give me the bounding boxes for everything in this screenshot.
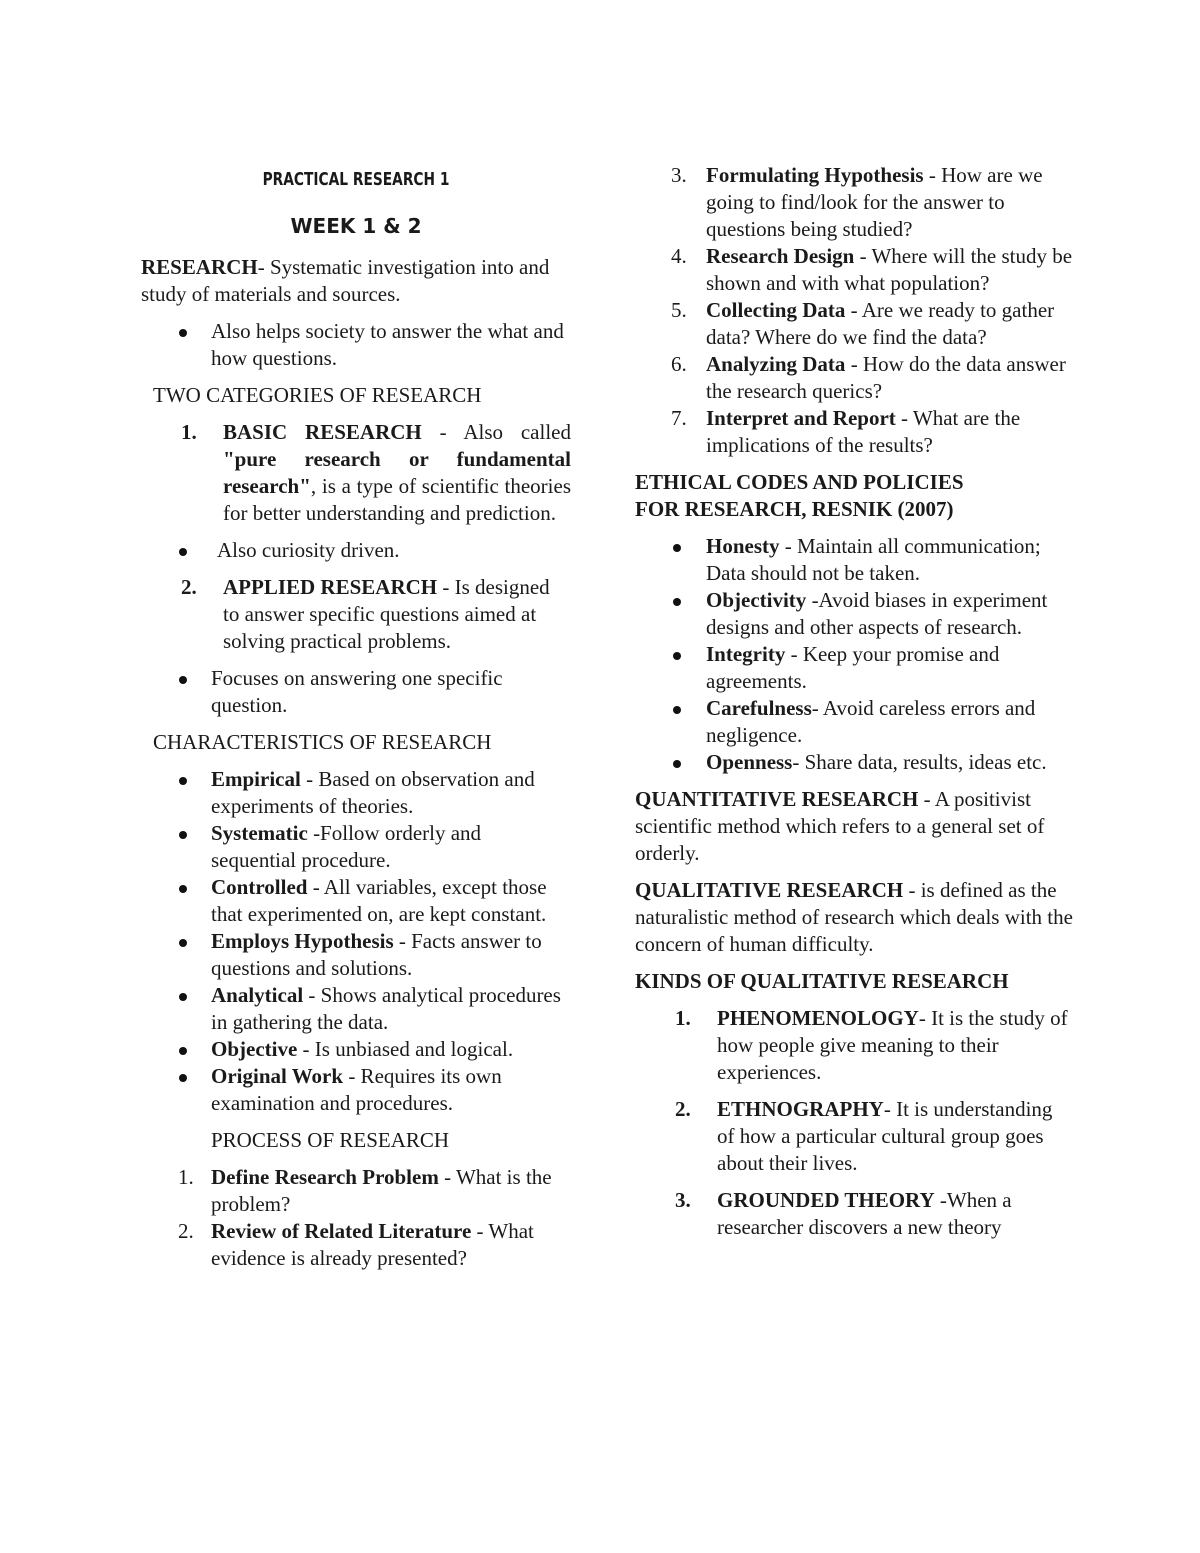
kinds-heading: KINDS OF QUALITATIVE RESEARCH xyxy=(635,969,1009,993)
item-term: Interpret and Report xyxy=(706,406,896,430)
right-column xyxy=(635,162,1075,1251)
research-definition xyxy=(141,254,571,308)
item-number: 5. xyxy=(671,298,687,322)
item-number: 2. xyxy=(178,1219,194,1243)
two-categories-heading: TWO CATEGORIES OF RESEARCH xyxy=(153,383,482,407)
basic-bullet-text: Also curiosity driven. xyxy=(217,538,400,562)
bullet-icon xyxy=(179,993,187,1001)
ethical-heading-line1: ETHICAL CODES AND POLICIES xyxy=(635,470,964,494)
list-item xyxy=(635,641,1075,695)
item-text: - What evidence is already presented? xyxy=(211,1219,534,1270)
applied-research-item xyxy=(141,574,571,655)
qualitative-definition xyxy=(635,877,1075,958)
bullet-icon xyxy=(179,548,187,556)
item-text: - Share data, results, ideas etc. xyxy=(792,750,1047,774)
list-item xyxy=(141,874,571,928)
item-text: - Avoid careless errors and negligence. xyxy=(706,696,1036,747)
characteristics-list xyxy=(141,766,571,1117)
quantitative-definition xyxy=(635,786,1075,867)
list-item xyxy=(141,1164,571,1218)
ethical-heading-line2: FOR RESEARCH, RESNIK (2007) xyxy=(635,497,954,521)
item-text: - Based on observation and experiments of theories. xyxy=(211,767,535,818)
list-item xyxy=(141,820,571,874)
research-bullet-text: Also helps society to answer the what and how questions. xyxy=(211,319,564,370)
list-item xyxy=(635,405,1075,459)
item-term: Research Design xyxy=(706,244,855,268)
item-number: 7. xyxy=(671,406,687,430)
bullet-icon xyxy=(179,676,187,684)
item-term: Analytical xyxy=(211,983,304,1007)
document-title: PRACTICAL RESEARCH 1 xyxy=(262,169,450,190)
list-item xyxy=(635,162,1075,243)
research-term: RESEARCH xyxy=(141,255,258,279)
list-item xyxy=(635,695,1075,749)
bullet-icon xyxy=(179,831,187,839)
bullet-icon xyxy=(179,777,187,785)
bullet-icon xyxy=(673,706,681,714)
item-text: - What is the problem? xyxy=(211,1165,552,1216)
list-item xyxy=(141,928,571,982)
process-heading: PROCESS OF RESEARCH xyxy=(211,1128,450,1152)
item-term: Analyzing Data xyxy=(706,352,846,376)
week-label: WEEK 1 & 2 xyxy=(290,214,422,238)
list-item xyxy=(635,1005,1075,1086)
item-term: Empirical xyxy=(211,767,301,791)
item-text: -Avoid biases in experiment designs and other aspects of research. xyxy=(706,588,1048,639)
qualitative-text: - is defined as the naturalistic method of research which deals with the concern of human difficulty. xyxy=(635,878,1073,956)
list-item xyxy=(141,766,571,820)
basic-research-item xyxy=(141,419,571,527)
item-number: 3. xyxy=(675,1188,691,1212)
list-item xyxy=(635,243,1075,297)
item-number: 1. xyxy=(675,1006,691,1030)
list-item xyxy=(141,1063,571,1117)
basic-research-number: 1. xyxy=(181,420,197,444)
research-text: - Systematic investigation into and study of materials and sources. xyxy=(141,255,550,306)
bullet-icon xyxy=(673,652,681,660)
item-term: Employs Hypothesis xyxy=(211,929,394,953)
item-term: Original Work xyxy=(211,1064,344,1088)
item-term: Objective xyxy=(211,1037,298,1061)
item-term: Controlled xyxy=(211,875,308,899)
item-term: PHENOMENOLOGY xyxy=(717,1006,919,1030)
item-term: ETHNOGRAPHY xyxy=(717,1097,884,1121)
item-text: - Shows analytical procedures in gathering the data. xyxy=(211,983,561,1034)
item-term: Honesty xyxy=(706,534,780,558)
item-text: - All variables, except those that experimented on, are kept constant. xyxy=(211,875,547,926)
characteristics-heading: CHARACTERISTICS OF RESEARCH xyxy=(153,730,492,754)
applied-research-text: - Is designed to answer specific questions aimed at solving practical problems. xyxy=(223,575,550,653)
item-term: Carefulness xyxy=(706,696,812,720)
item-text: - How do the data answer the research querics? xyxy=(706,352,1066,403)
item-term: Review of Related Literature xyxy=(211,1219,472,1243)
kinds-list xyxy=(635,1005,1075,1241)
item-text: - What are the implications of the results? xyxy=(706,406,1021,457)
list-item xyxy=(635,351,1075,405)
ethical-heading xyxy=(635,469,1075,523)
qualitative-term: QUALITATIVE RESEARCH xyxy=(635,878,904,902)
list-item xyxy=(635,587,1075,641)
item-text: - Keep your promise and agreements. xyxy=(706,642,1000,693)
item-text: - It is the study of how people give meaning to their experiences. xyxy=(717,1006,1068,1084)
item-term: Formulating Hypothesis xyxy=(706,163,924,187)
item-text: - Is unbiased and logical. xyxy=(297,1037,514,1061)
basic-research-text2: , is a type of scientific theories for better understanding and prediction. xyxy=(223,474,571,525)
list-item xyxy=(635,533,1075,587)
item-number: 3. xyxy=(671,163,687,187)
item-term: Openness xyxy=(706,750,793,774)
item-text: - It is understanding of how a particular cultural group goes about their lives. xyxy=(717,1097,1053,1175)
applied-bullet xyxy=(141,665,571,719)
item-text: - Facts answer to questions and solutions. xyxy=(211,929,542,980)
list-item xyxy=(141,982,571,1036)
bullet-icon xyxy=(673,598,681,606)
list-item xyxy=(635,297,1075,351)
list-item xyxy=(635,749,1075,776)
list-item xyxy=(635,1187,1075,1241)
item-number: 2. xyxy=(675,1097,691,1121)
applied-bullet-text: Focuses on answering one specific question. xyxy=(211,666,503,717)
left-column xyxy=(141,162,571,1272)
basic-bullet xyxy=(141,537,571,564)
research-bullet xyxy=(141,318,571,372)
item-term: Define Research Problem xyxy=(211,1165,439,1189)
bullet-icon xyxy=(179,885,187,893)
process-list-left xyxy=(141,1164,571,1272)
list-item xyxy=(141,1036,571,1063)
item-term: Integrity xyxy=(706,642,786,666)
quantitative-text: - A positivist scientific method which refers to a general set of orderly. xyxy=(635,787,1045,865)
item-text: - Where will the study be shown and with what population? xyxy=(706,244,1073,295)
basic-research-alias: "pure research or fundamental research" xyxy=(223,447,571,498)
list-item xyxy=(635,1096,1075,1177)
bullet-icon xyxy=(673,544,681,552)
item-term: Collecting Data xyxy=(706,298,846,322)
applied-research-term: APPLIED RESEARCH xyxy=(223,575,438,599)
bullet-icon xyxy=(673,760,681,768)
item-text: -Follow orderly and sequential procedure. xyxy=(211,821,482,872)
basic-research-text1: - Also called xyxy=(421,420,571,444)
ethics-list xyxy=(635,533,1075,776)
item-text: - Are we ready to gather data? Where do we find the data? xyxy=(706,298,1055,349)
item-text: - Requires its own examination and procedures. xyxy=(211,1064,502,1115)
item-number: 1. xyxy=(178,1165,194,1189)
item-text: - How are we going to find/look for the answer to questions being studied? xyxy=(706,163,1043,241)
item-term: Objectivity xyxy=(706,588,807,612)
bullet-icon xyxy=(179,1047,187,1055)
bullet-icon xyxy=(179,1074,187,1082)
item-text: -When a researcher discovers a new theory xyxy=(717,1188,1012,1239)
process-list-right xyxy=(635,162,1075,459)
applied-research-number: 2. xyxy=(181,575,197,599)
bullet-icon xyxy=(179,939,187,947)
item-number: 4. xyxy=(671,244,687,268)
item-number: 6. xyxy=(671,352,687,376)
bullet-icon xyxy=(179,329,187,337)
item-term: GROUNDED THEORY xyxy=(717,1188,935,1212)
list-item xyxy=(141,1218,571,1272)
item-text: - Maintain all communication; Data should not be taken. xyxy=(706,534,1041,585)
item-term: Systematic xyxy=(211,821,308,845)
quantitative-term: QUANTITATIVE RESEARCH xyxy=(635,787,919,811)
basic-research-term: BASIC RESEARCH xyxy=(223,420,422,444)
